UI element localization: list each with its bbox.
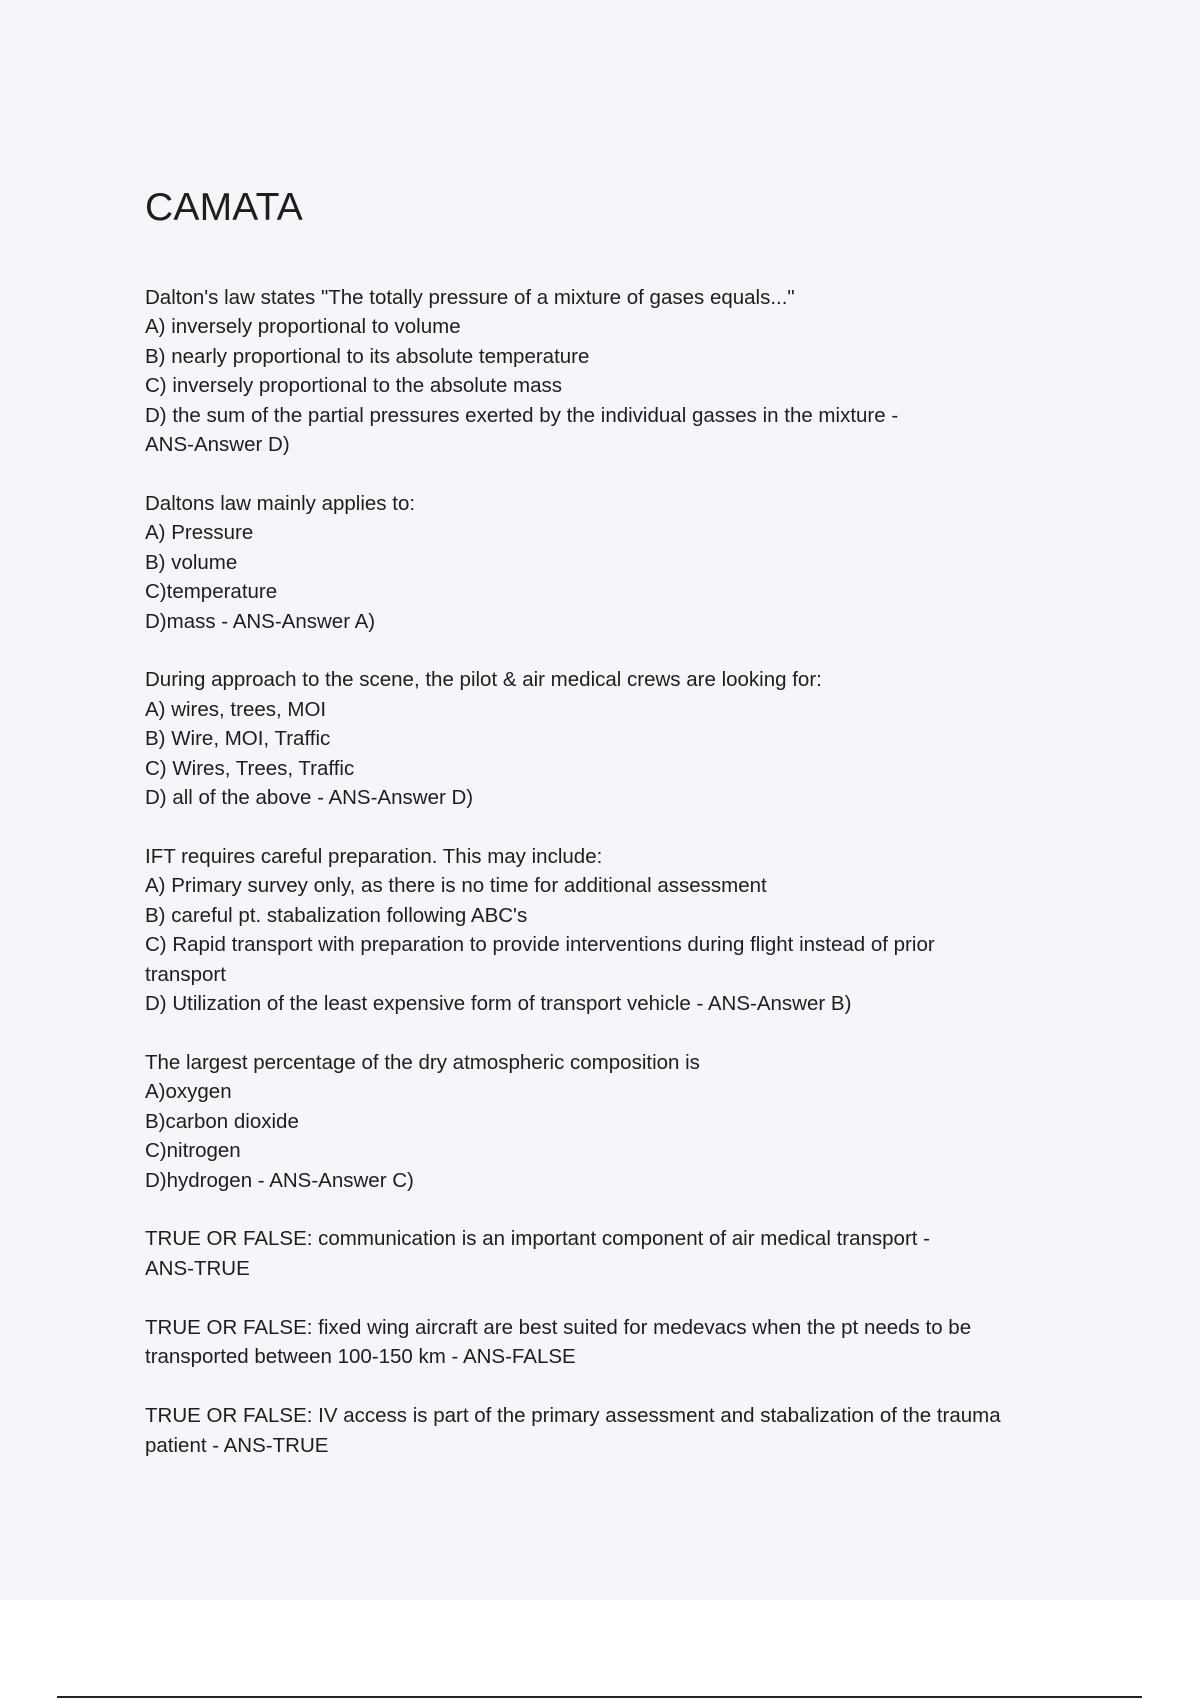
question-line: IFT requires careful preparation. This may include:	[145, 845, 603, 868]
question-block	[145, 1224, 1085, 1283]
question-line: B) careful pt. stabalization following ABC's	[145, 903, 528, 927]
question-line: D)hydrogen - ANS-Answer C)	[145, 1168, 414, 1192]
question-line: During approach to the scene, the pilot & air medical crews are looking for:	[145, 668, 822, 692]
question-line: TRUE OR FALSE: communication is an important component of air medical transport -	[145, 1227, 931, 1251]
question-line: A) inversely proportional to volume	[145, 315, 461, 339]
question-line: A) Primary survey only, as there is no time for additional assessment	[145, 874, 767, 898]
question-line: C) Rapid transport with preparation to provide interventions during flight instead of prior	[145, 933, 935, 957]
question-block	[145, 283, 1085, 459]
question-line: D)mass - ANS-Answer A)	[145, 609, 376, 633]
question-line: Daltons law mainly applies to:	[145, 491, 416, 515]
question-line: A) wires, trees, MOI	[145, 697, 327, 721]
question-list	[145, 283, 1085, 1460]
question-block	[145, 842, 1085, 1018]
question-block	[145, 1313, 1085, 1372]
question-line: B) volume	[145, 550, 238, 574]
question-line: TRUE OR FALSE: IV access is part of the primary assessment and stabalization of the trauma	[145, 1404, 1001, 1428]
question-line: transported between 100-150 km - ANS-FALSE	[145, 1345, 576, 1369]
question-line: A)oxygen	[145, 1080, 232, 1104]
question-line: C)temperature	[145, 580, 278, 604]
question-line: transport	[145, 962, 226, 986]
question-block	[145, 1048, 1085, 1195]
question-line: A) Pressure	[145, 521, 254, 545]
document-content	[145, 180, 1085, 1489]
question-line: ANS-Answer D)	[145, 433, 290, 457]
question-line: D) Utilization of the least expensive form of transport vehicle - ANS-Answer B)	[145, 992, 852, 1016]
question-line: D) the sum of the partial pressures exerted by the individual gasses in the mixture -	[145, 403, 899, 427]
question-block	[145, 1401, 1085, 1460]
question-line: The largest percentage of the dry atmospheric composition is	[145, 1050, 700, 1074]
question-line: TRUE OR FALSE: fixed wing aircraft are best suited for medevacs when the pt needs to be	[145, 1315, 972, 1339]
question-line: C)nitrogen	[145, 1139, 241, 1163]
question-block	[145, 489, 1085, 636]
document-title: CAMATA	[145, 186, 303, 229]
question-line: C) inversely proportional to the absolute mass	[145, 374, 563, 398]
question-line: patient - ANS-TRUE	[145, 1433, 329, 1457]
question-line: D) all of the above - ANS-Answer D)	[145, 786, 474, 810]
question-line: ANS-TRUE	[145, 1256, 250, 1280]
question-line: B) nearly proportional to its absolute temperature	[145, 344, 590, 368]
question-line: B)carbon dioxide	[145, 1109, 299, 1133]
question-line: Dalton's law states "The totally pressure of a mixture of gases equals..."	[145, 286, 795, 309]
question-line: B) Wire, MOI, Traffic	[145, 727, 331, 751]
question-line: C) Wires, Trees, Traffic	[145, 756, 355, 780]
footer-divider	[57, 1696, 1142, 1698]
question-block	[145, 665, 1085, 812]
